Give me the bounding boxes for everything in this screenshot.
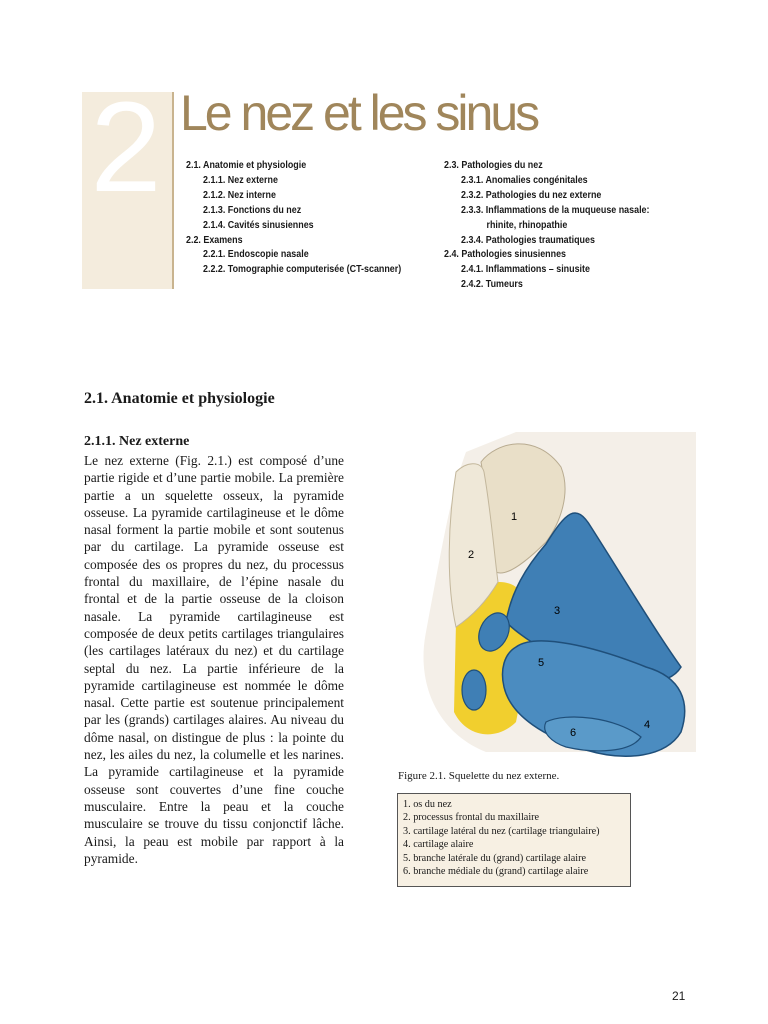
page-number: 21	[672, 989, 686, 1003]
toc-right-column	[444, 158, 714, 292]
figure-label-3: 3	[554, 605, 561, 617]
chapter-number: 2	[90, 76, 162, 219]
toc-entry: 2.1.4. Cavités sinusiennes	[203, 218, 314, 231]
toc-entry: 2.1. Anatomie et physiologie	[186, 159, 307, 171]
toc-entry: 2.4. Pathologies sinusiennes	[444, 248, 567, 261]
nose-illustration	[396, 432, 696, 764]
subsection-heading: 2.1.1. Nez externe	[84, 434, 190, 449]
chapter-title: Le nez et les sinus	[180, 85, 538, 141]
toc-entry: 2.2.2. Tomographie computerisée (CT-scanner)	[203, 263, 402, 276]
legend-item: 1. os du nez	[403, 799, 452, 810]
toc-entry: 2.1.2. Nez interne	[203, 188, 276, 201]
toc-entry: 2.3. Pathologies du nez	[444, 159, 543, 171]
toc-entry: 2.2.1. Endoscopie nasale	[203, 248, 309, 261]
sesamoid-cartilage-2	[462, 670, 486, 710]
toc-entry: 2.2. Examens	[186, 233, 243, 246]
toc-entry: 2.4.1. Inflammations – sinusite	[461, 263, 590, 276]
figure-label-5: 5	[538, 657, 545, 669]
figure-legend	[397, 793, 631, 887]
figure-label-6: 6	[570, 727, 577, 739]
figure-label-4: 4	[644, 719, 651, 731]
legend-item: 2. processus frontal du maxillaire	[403, 812, 540, 824]
legend-item: 3. cartilage latéral du nez (cartilage triangulaire)	[403, 825, 600, 837]
section-heading: 2.1. Anatomie et physiologie	[84, 390, 275, 407]
toc-entry: 2.4.2. Tumeurs	[461, 278, 523, 291]
figure-caption: Figure 2.1. Squelette du nez externe.	[398, 770, 560, 782]
body-paragraph: Le nez externe (Fig. 2.1.) est composé d’une partie rigide et d’une partie mobile. La première partie a un squelette osseux, la pyramide osseuse. La pyramide cartilagineuse et le dôme nasal forment la partie mobile et sont soutenus par du cartilage. La pyramide osseuse est composée des os propres du nez, du processus frontal du maxillaire, de l’épine nasale du frontal et de la partie osseuse de la cloison nasale. La pyramide cartilagineuse est composée de deux petits cartilages triangulaires (les cartilages latéraux du nez) et du cartilage septal du nez. La partie inférieure de la pyramide cartilagineuse est nommée le dôme nasal. Cette partie est soutenue principalement par les (grands) cartilages alaires. Au niveau du dôme nasal, on distingue de plus : la pointe du nez, les ailes du nez, la columelle et les narines. La pyramide cartilagineuse et la pyramide osseuse sont couvertes d’une fine couche musculaire. Entre la peau et la couche musculaire se trouve du tissu conjonctif lâche. Ainsi, la peau est mobile par rapport à la pyramide.	[84, 453, 344, 866]
toc-left-column	[186, 158, 436, 277]
figure-label-2: 2	[468, 549, 475, 561]
toc-entry: rhinite, rhinopathie	[486, 218, 568, 231]
legend-item: 6. branche médiale du (grand) cartilage alaire	[403, 866, 589, 878]
toc-entry: 2.1.3. Fonctions du nez	[203, 203, 302, 216]
legend-item: 5. branche latérale du (grand) cartilage alaire	[403, 852, 586, 864]
toc-entry: 2.3.1. Anomalies congénitales	[461, 173, 588, 186]
figure-label-1: 1	[511, 511, 518, 523]
nose-skeleton-figure	[396, 432, 696, 764]
toc-entry: 2.3.3. Inflammations de la muqueuse nasale:	[461, 203, 650, 216]
toc-entry: 2.1.1. Nez externe	[203, 173, 278, 186]
toc-entry: 2.3.4. Pathologies traumatiques	[461, 233, 595, 246]
legend-item: 4. cartilage alaire	[403, 839, 474, 851]
toc-entry: 2.3.2. Pathologies du nez externe	[461, 188, 602, 201]
